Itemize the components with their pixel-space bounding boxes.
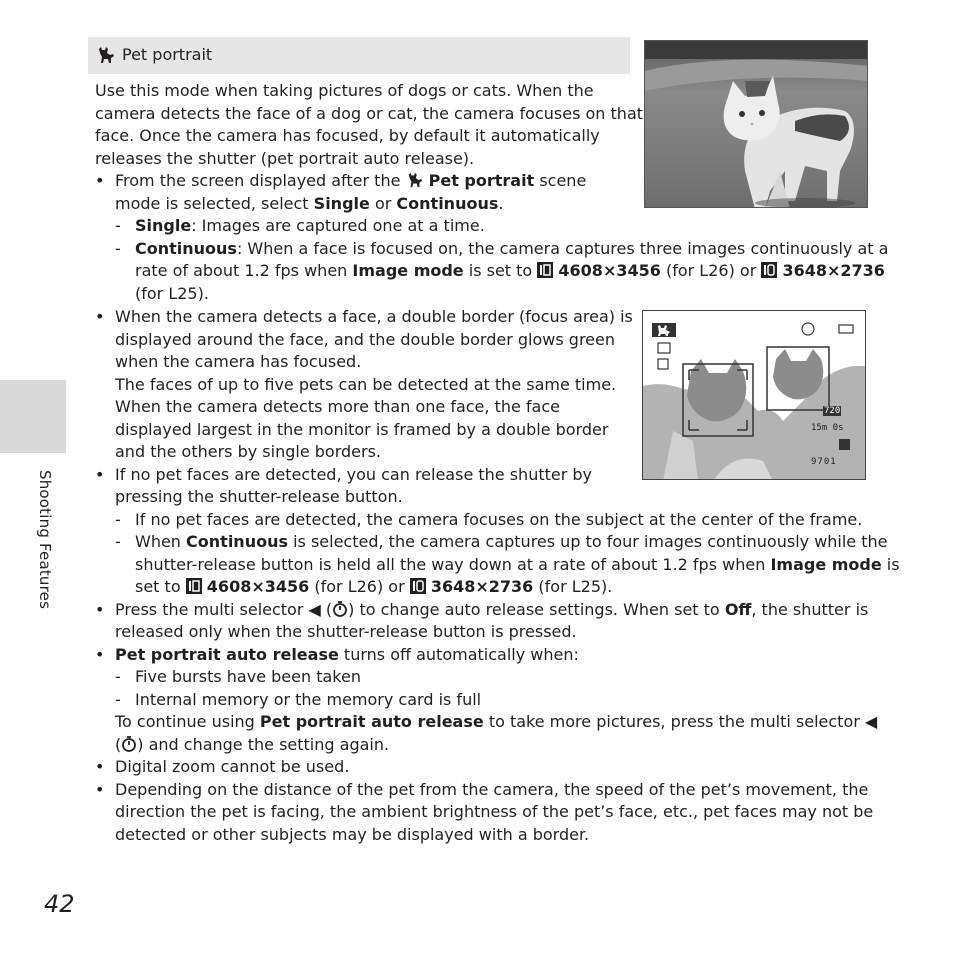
single-description: Single: Images are captured one at a time. [135, 216, 485, 235]
bullet-marker: • [95, 599, 105, 619]
cat-photo [644, 40, 868, 208]
bullet-2-line-5: When the camera detects more than one face, the face [115, 397, 560, 416]
five-bursts-note: Five bursts have been taken [135, 667, 361, 686]
bullet-5-line-3: ( ) and change the setting again. [115, 734, 390, 754]
pet-portrait-icon [97, 46, 115, 64]
intro-line-3: face. Once the camera has focused, by default it automatically [95, 126, 600, 145]
bullet-2-line-6: displayed largest in the monitor is framed by a double border [115, 419, 609, 439]
bullet-5-line-1: Pet portrait auto release turns off automatically when: [115, 644, 579, 664]
bullet-7-line-2: direction the pet is facing, the ambient brightness of the pet’s face, etc., pet faces may not be [115, 802, 874, 821]
continuous-note-line-3: set to 4608×3456 (for L26) or 3648×2736 (for L25). [135, 577, 613, 596]
bullet-1-line-2: mode is selected, select Single or Continuous. [115, 193, 504, 213]
bullet-7-line-3: detected or other subjects may be displayed with a border. [115, 824, 590, 844]
bullet-marker: • [95, 307, 105, 326]
intro-line-1: Use this mode when taking pictures of dogs or cats. When the [95, 81, 594, 100]
remaining-time: 15m 0s [811, 423, 844, 433]
bullet-2-line-3: when the camera has focused. [115, 352, 362, 371]
bullet-3-line-2: pressing the shutter-release button. [115, 487, 403, 506]
monitor-illustration [642, 310, 866, 480]
bullet-4-line-1: Press the multi selector ◀ ( ) to change auto release settings. When set to Off, the shutter is [115, 599, 869, 619]
bullet-marker: • [95, 644, 105, 664]
image-size-16m-icon [186, 578, 202, 594]
bullet-3-line-1: If no pet faces are detected, you can release the shutter by [115, 464, 593, 484]
section-heading [88, 37, 630, 74]
bullet-2-line-7: and the others by single borders. [115, 442, 381, 461]
continuous-description-line-3: (for L25). [135, 283, 209, 303]
bullet-4-line-2: released only when the shutter-release button is pressed. [115, 622, 577, 641]
bullet-6-line-1: Digital zoom cannot be used. [115, 757, 350, 776]
memory-full-note: Internal memory or the memory card is full [135, 689, 482, 709]
sub-dash: - [115, 689, 121, 709]
pet-portrait-icon [406, 172, 424, 188]
continuous-description-line-2: rate of about 1.2 fps when Image mode is set to 4608×3456 (for L26) or 3648×2736 [135, 261, 885, 280]
continuous-note-line-1: When Continuous is selected, the camera captures up to four images continuously while the [135, 532, 888, 551]
bullet-marker: • [95, 779, 105, 799]
sub-dash: - [115, 509, 121, 529]
intro-line-4: releases the shutter (pet portrait auto release). [95, 148, 475, 168]
bullet-2-line-4: The faces of up to five pets can be detected at the same time. [115, 374, 617, 394]
bullet-marker: • [95, 171, 105, 190]
remaining-shots: 9701 [811, 457, 837, 467]
bullet-2-line-1: When the camera detects a face, a double border (focus area) is [115, 307, 633, 326]
image-size-10m-icon [410, 578, 426, 594]
image-size-10m-icon [761, 262, 777, 278]
continuous-description-line-1: Continuous: When a face is focused on, the camera captures three images continuously at a [135, 238, 889, 258]
bullet-2-line-2: displayed around the face, and the double border glows green [115, 329, 615, 349]
image-size-16m-icon [537, 262, 553, 278]
continuous-note-line-2: shutter-release button is held all the way down at a rate of about 1.2 fps when Image mode is [135, 554, 900, 574]
page-number: 42 [44, 890, 75, 918]
image-size-icon [839, 439, 850, 450]
sub-dash: - [115, 216, 121, 235]
sub-dash: - [115, 667, 121, 686]
chapter-tab [0, 380, 66, 453]
movie-size-badge: 720 [824, 406, 841, 416]
self-timer-icon [332, 601, 348, 617]
no-face-focus-note: If no pet faces are detected, the camera focuses on the subject at the center of the frame. [135, 509, 863, 529]
bullet-marker: • [95, 757, 105, 776]
bullet-1-line-1: From the screen displayed after the Pet portrait scene [115, 171, 587, 190]
bullet-marker: • [95, 464, 105, 484]
section-title: Pet portrait [122, 45, 213, 64]
bullet-5-line-2: To continue using Pet portrait auto release to take more pictures, press the multi selector ◀ [115, 712, 878, 731]
chapter-label: Shooting Features [36, 470, 54, 610]
bullet-7-line-1: Depending on the distance of the pet from the camera, the speed of the pet’s movement, the [115, 779, 869, 799]
sub-dash: - [115, 238, 121, 258]
self-timer-icon [121, 736, 137, 752]
intro-line-2: camera detects the face of a dog or cat, the camera focuses on that [95, 103, 644, 123]
sub-dash: - [115, 532, 121, 551]
